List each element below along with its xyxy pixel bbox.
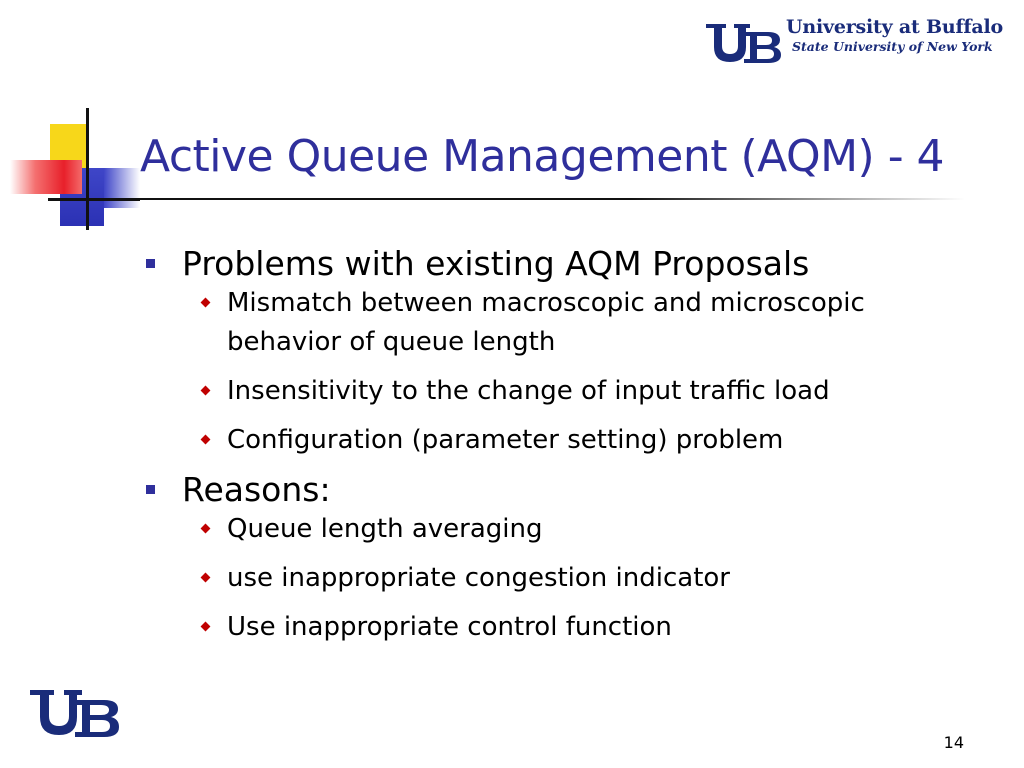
diamond-bullet-icon: [201, 386, 211, 396]
sub-bullet: [140, 421, 980, 460]
diamond-bullet-icon: [201, 524, 211, 534]
diamond-bullet-icon: [201, 298, 211, 308]
square-bullet-icon: [146, 485, 155, 494]
ub-logo-icon: [28, 686, 120, 738]
deco-red-bar: [10, 160, 82, 194]
slide-title: Active Queue Management (AQM) - 4: [140, 131, 945, 182]
sub-bullet-text: Queue length averaging: [227, 514, 543, 544]
sub-bullet-text: Insensitivity to the change of input traffic load: [227, 376, 830, 406]
sub-bullet-text: Use inappropriate control function: [227, 612, 672, 642]
bullet-problems: [140, 244, 980, 284]
sub-bullet-text: Configuration (parameter setting) problem: [227, 425, 784, 455]
sub-bullet: [140, 510, 980, 549]
sub-bullet-text: Mismatch between macroscopic and microscopic behavior of queue length: [227, 288, 865, 357]
bullet-text: Problems with existing AQM Proposals: [182, 244, 810, 283]
title-underline: [130, 198, 965, 200]
square-bullet-icon: [146, 259, 155, 268]
sub-bullet: [140, 372, 980, 411]
sub-bullet: [140, 284, 980, 362]
page-number: 14: [943, 733, 964, 752]
university-subtitle: State University of New York: [792, 39, 993, 54]
sub-bullet: [140, 608, 980, 647]
deco-vertical-line: [86, 108, 89, 230]
university-name: University at Buffalo: [786, 16, 1004, 38]
diamond-bullet-icon: [201, 435, 211, 445]
bullet-text: Reasons:: [182, 470, 331, 509]
diamond-bullet-icon: [201, 622, 211, 632]
diamond-bullet-icon: [201, 573, 211, 583]
sub-bullet-text: use inappropriate congestion indicator: [227, 563, 731, 593]
slide-content: [140, 234, 980, 647]
title-decoration: [10, 108, 140, 230]
sub-bullet: [140, 559, 980, 598]
deco-horizontal-line: [48, 198, 140, 201]
ub-logo-icon: [704, 20, 782, 64]
university-logo: [700, 14, 1004, 64]
deco-blue-fade: [104, 168, 140, 208]
bullet-reasons: [140, 470, 980, 510]
